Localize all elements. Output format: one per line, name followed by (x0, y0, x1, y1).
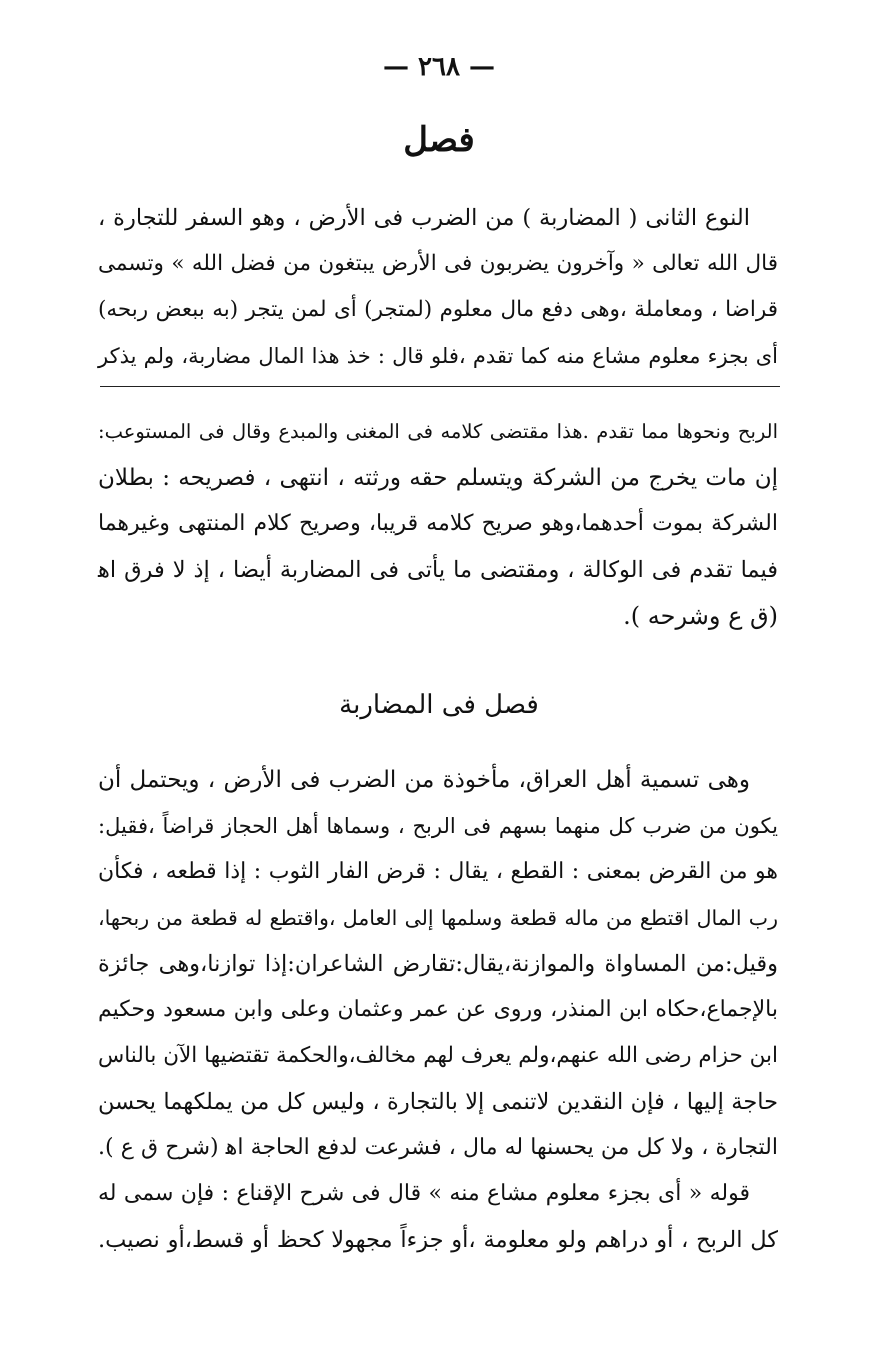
footnote-line: قوله « أى بجزء معلوم مشاع منه » قال فى شرح الإقناع : فإن سمى له (98, 1181, 750, 1206)
main-text-line: أى بجزء معلوم مشاع منه كما تقدم ،فلو قال : خذ هذا المال مضاربة، ولم يذكر (98, 344, 778, 368)
footnote-line: الشركة بموت أحدهما،وهو صريح كلامه قريبا، وصريح كلام المنتهى وغيرهما (98, 511, 778, 536)
section-title: فصل فى المضاربة (339, 690, 539, 720)
footnote-line: حاجة إليها ، فإن النقدين لاتنمى إلا بالتجارة ، وليس كل من يملكهما يحسن (98, 1089, 778, 1115)
footnote-line: إن مات يخرج من الشركة ويتسلم حقه ورثته ، انتهى ، فصريحه : بطلان (98, 465, 778, 491)
footnote-line: هو من القرض بمعنى : القطع ، يقال : قرض الفار الثوب : إذا قطعه ، فكأن (98, 859, 778, 884)
footnote-line: التجارة ، ولا كل من يحسنها له مال ، فشرعت لدفع الحاجة اﻫ (شرح ق ع ). (98, 1135, 778, 1160)
main-text-line: النوع الثانى ( المضاربة ) من الضرب فى الأرض ، وهو السفر للتجارة ، (98, 205, 750, 231)
footnote-line: بالإجماع،حكاه ابن المنذر، وروى عن عمر وعثمان وعلى وابن مسعود وحكيم (98, 997, 778, 1022)
main-text-line: قال الله تعالى « وآخرون يضربون فى الأرض يبتغون من فضل الله » وتسمى (98, 251, 778, 276)
footnote-line: وقيل:من المساواة والموازنة،يقال:تقارض الشاعران:إذا توازنا،وهى جائزة (98, 951, 778, 977)
footnote-line: كل الربح ، أو دراهم ولو معلومة ،أو جزءاً مجهولا كحظ أو قسط،أو نصيب. (98, 1227, 778, 1253)
footnote-line: رب المال اقتطع من ماله قطعة وسلمها إلى العامل ،واقتطع له قطعة من ربحها، (98, 906, 778, 930)
footnote-divider (100, 386, 780, 387)
page-number: — ٢٦٨ — (382, 52, 496, 82)
footnote-line: ابن حزام رضى الله عنهم،ولم يعرف لهم مخالف،والحكمة تقتضيها الآن بالناس (98, 1043, 778, 1068)
chapter-title: فصل (403, 120, 475, 160)
footnote-line: يكون من ضرب كل منهما بسهم فى الربح ، وسماها أهل الحجاز قراضاً ،فقيل: (98, 814, 778, 838)
footnote-line: الربح ونحوها مما تقدم .هذا مقتضى كلامه فى المغنى والمبدع وقال فى المستوعب: (98, 420, 778, 443)
main-text-line: قراضا ، ومعاملة ،وهى دفع مال معلوم (لمتجر) أى لمن يتجر (به ببعض ربحه) (98, 297, 778, 322)
footnote-line: وهى تسمية أهل العراق، مأخوذة من الضرب فى الأرض ، ويحتمل أن (98, 767, 750, 793)
footnote-line: فيما تقدم فى الوكالة ، ومقتضى ما يأتى فى المضاربة أيضا ، إذ لا فرق اﻫ (98, 557, 778, 583)
footnote-line: (ق ع وشرحه ). (623, 602, 778, 630)
